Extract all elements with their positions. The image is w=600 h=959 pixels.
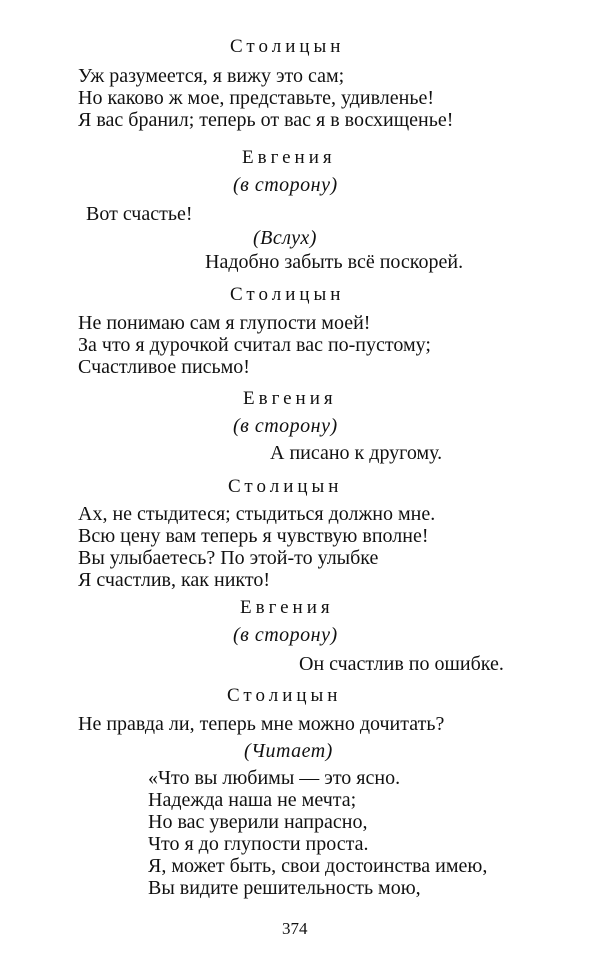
verse-line: Вы видите решительность мою, bbox=[148, 877, 421, 899]
stage-direction: (в сторону) bbox=[233, 174, 338, 196]
verse-line: Всю цену вам теперь я чувствую вполне! bbox=[78, 525, 429, 547]
speaker-name: Столицын bbox=[230, 284, 345, 305]
stage-direction: (Вслух) bbox=[253, 227, 317, 249]
verse-line: Но каково ж мое, представьте, удивленье! bbox=[78, 87, 435, 109]
verse-line: Не понимаю сам я глупости моей! bbox=[78, 312, 371, 334]
verse-line: Что я до глупости проста. bbox=[148, 833, 369, 855]
speaker-name: Евгения bbox=[242, 147, 336, 168]
verse-line: Счастливое письмо! bbox=[78, 356, 250, 378]
verse-line: Я вас бранил; теперь от вас я в восхищенье! bbox=[78, 109, 454, 131]
speaker-name: Столицын bbox=[230, 36, 345, 57]
verse-line: Но вас уверили напрасно, bbox=[148, 811, 368, 833]
verse-line: А писано к другому. bbox=[270, 442, 443, 464]
verse-line: «Что вы любимы — это ясно. bbox=[148, 767, 401, 789]
verse-line: Он счастлив по ошибке. bbox=[299, 653, 504, 675]
verse-line: Надежда наша не мечта; bbox=[148, 789, 357, 811]
verse-line: Уж разумеется, я вижу это сам; bbox=[78, 65, 345, 87]
verse-line: Надобно забыть всё поскорей. bbox=[205, 251, 464, 273]
page-number: 374 bbox=[282, 919, 308, 938]
stage-direction: (в сторону) bbox=[233, 624, 338, 646]
verse-line: Вот счастье! bbox=[86, 203, 193, 225]
speaker-name: Евгения bbox=[243, 388, 337, 409]
verse-line: За что я дурочкой считал вас по-пустому; bbox=[78, 334, 431, 356]
speaker-name: Столицын bbox=[227, 685, 342, 706]
verse-line: Я счастлив, как никто! bbox=[78, 569, 271, 591]
speaker-name: Столицын bbox=[228, 476, 343, 497]
stage-direction: (Читает) bbox=[244, 740, 333, 762]
verse-line: Я, может быть, свои достоинства имею, bbox=[148, 855, 488, 877]
stage-direction: (в сторону) bbox=[233, 415, 338, 437]
verse-line: Ах, не стыдитеся; стыдиться должно мне. bbox=[78, 503, 436, 525]
speaker-name: Евгения bbox=[240, 597, 334, 618]
verse-line: Не правда ли, теперь мне можно дочитать? bbox=[78, 713, 445, 735]
verse-line: Вы улыбаетесь? По этой-то улыбке bbox=[78, 547, 379, 569]
